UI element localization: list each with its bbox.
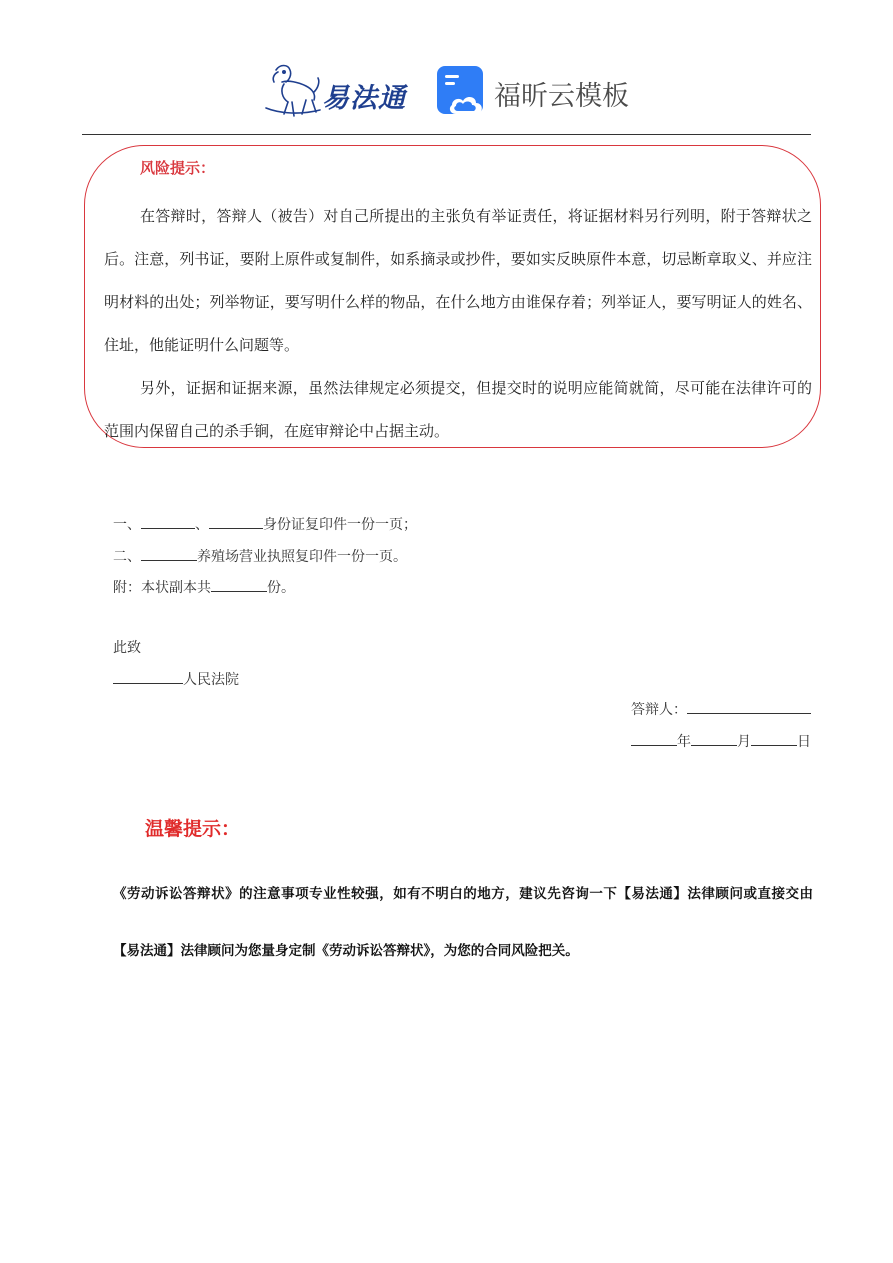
evidence-item-1 [113,510,417,542]
salutation: 此致 [113,640,141,656]
blank-field[interactable] [209,515,263,529]
warm-tip-title: 温馨提示： [145,818,241,840]
warm-tip-body [113,866,813,980]
evidence-item-text: 养殖场营业执照复印件一份一页。 [197,548,407,565]
day-label: 日 [797,733,811,750]
risk-notice-title: 风险提示： [140,159,216,177]
court-line [113,665,239,697]
blank-field[interactable] [141,547,197,561]
horse-icon [262,62,324,120]
risk-notice-paragraph: 在答辩时，答辩人（被告）对自己所提出的主张负有举证责任，将证据材料另行列明，附于答辩状之后。注意，列书证，要附上原件或复制件，如系摘录或抄件，要如实反映原件本意，切忌断章取义、并应注明材料的出处；列举物证，要写明什么样的物品，在什么地方由谁保存着；列举证人，要写明证人的姓名、住址，他能证明什么问题等。 [104,207,812,354]
foxit-cloud-template-logo-text: 福昕云模板 [494,81,629,112]
closing-block [113,633,239,696]
foxit-cloud-template-logo [436,64,636,120]
list-number: 二、 [113,548,141,565]
respondent-line [631,695,811,727]
month-label: 月 [737,733,751,750]
signature-block [631,695,811,758]
list-separator: 、 [195,517,209,533]
evidence-list [113,510,417,605]
cloud-document-icon [436,64,488,118]
respondent-label: 答辩人： [631,702,687,718]
evidence-item-text: 身份证复印件一份一页； [263,517,417,533]
yifatong-logo-text: 易法通 [322,83,406,114]
blank-field[interactable] [631,732,677,746]
attachment-label: 附：本状副本共 [113,580,211,596]
warm-tip-text: 《劳动诉讼答辩状》的注意事项专业性较强，如有不明白的地方，建议先咨询一下【易法通】法律顾问或直接交由【易法通】法律顾问为您量身定制《劳动诉讼答辩状》，为您的合同风险把关。 [113,886,813,959]
blank-field[interactable] [687,700,811,714]
yifatong-logo [262,62,412,120]
attachment-suffix: 份。 [267,580,295,596]
risk-notice-paragraph: 另外，证据和证据来源，虽然法律规定必须提交，但提交时的说明应能简就简，尽可能在法律许可的范围内保留自己的杀手锏，在庭审辩论中占据主动。 [104,379,812,440]
court-label: 人民法院 [183,671,239,688]
date-line [631,727,811,759]
risk-notice-body [104,195,812,453]
evidence-item-2 [113,542,417,574]
list-number: 一、 [113,517,141,533]
attachment-line [113,573,417,605]
blank-field[interactable] [141,515,195,529]
page-header [0,56,893,126]
blank-field[interactable] [211,578,267,592]
blank-field[interactable] [691,732,737,746]
blank-field[interactable] [751,732,797,746]
header-divider [82,134,811,135]
blank-field[interactable] [113,670,183,684]
year-label: 年 [677,733,691,750]
